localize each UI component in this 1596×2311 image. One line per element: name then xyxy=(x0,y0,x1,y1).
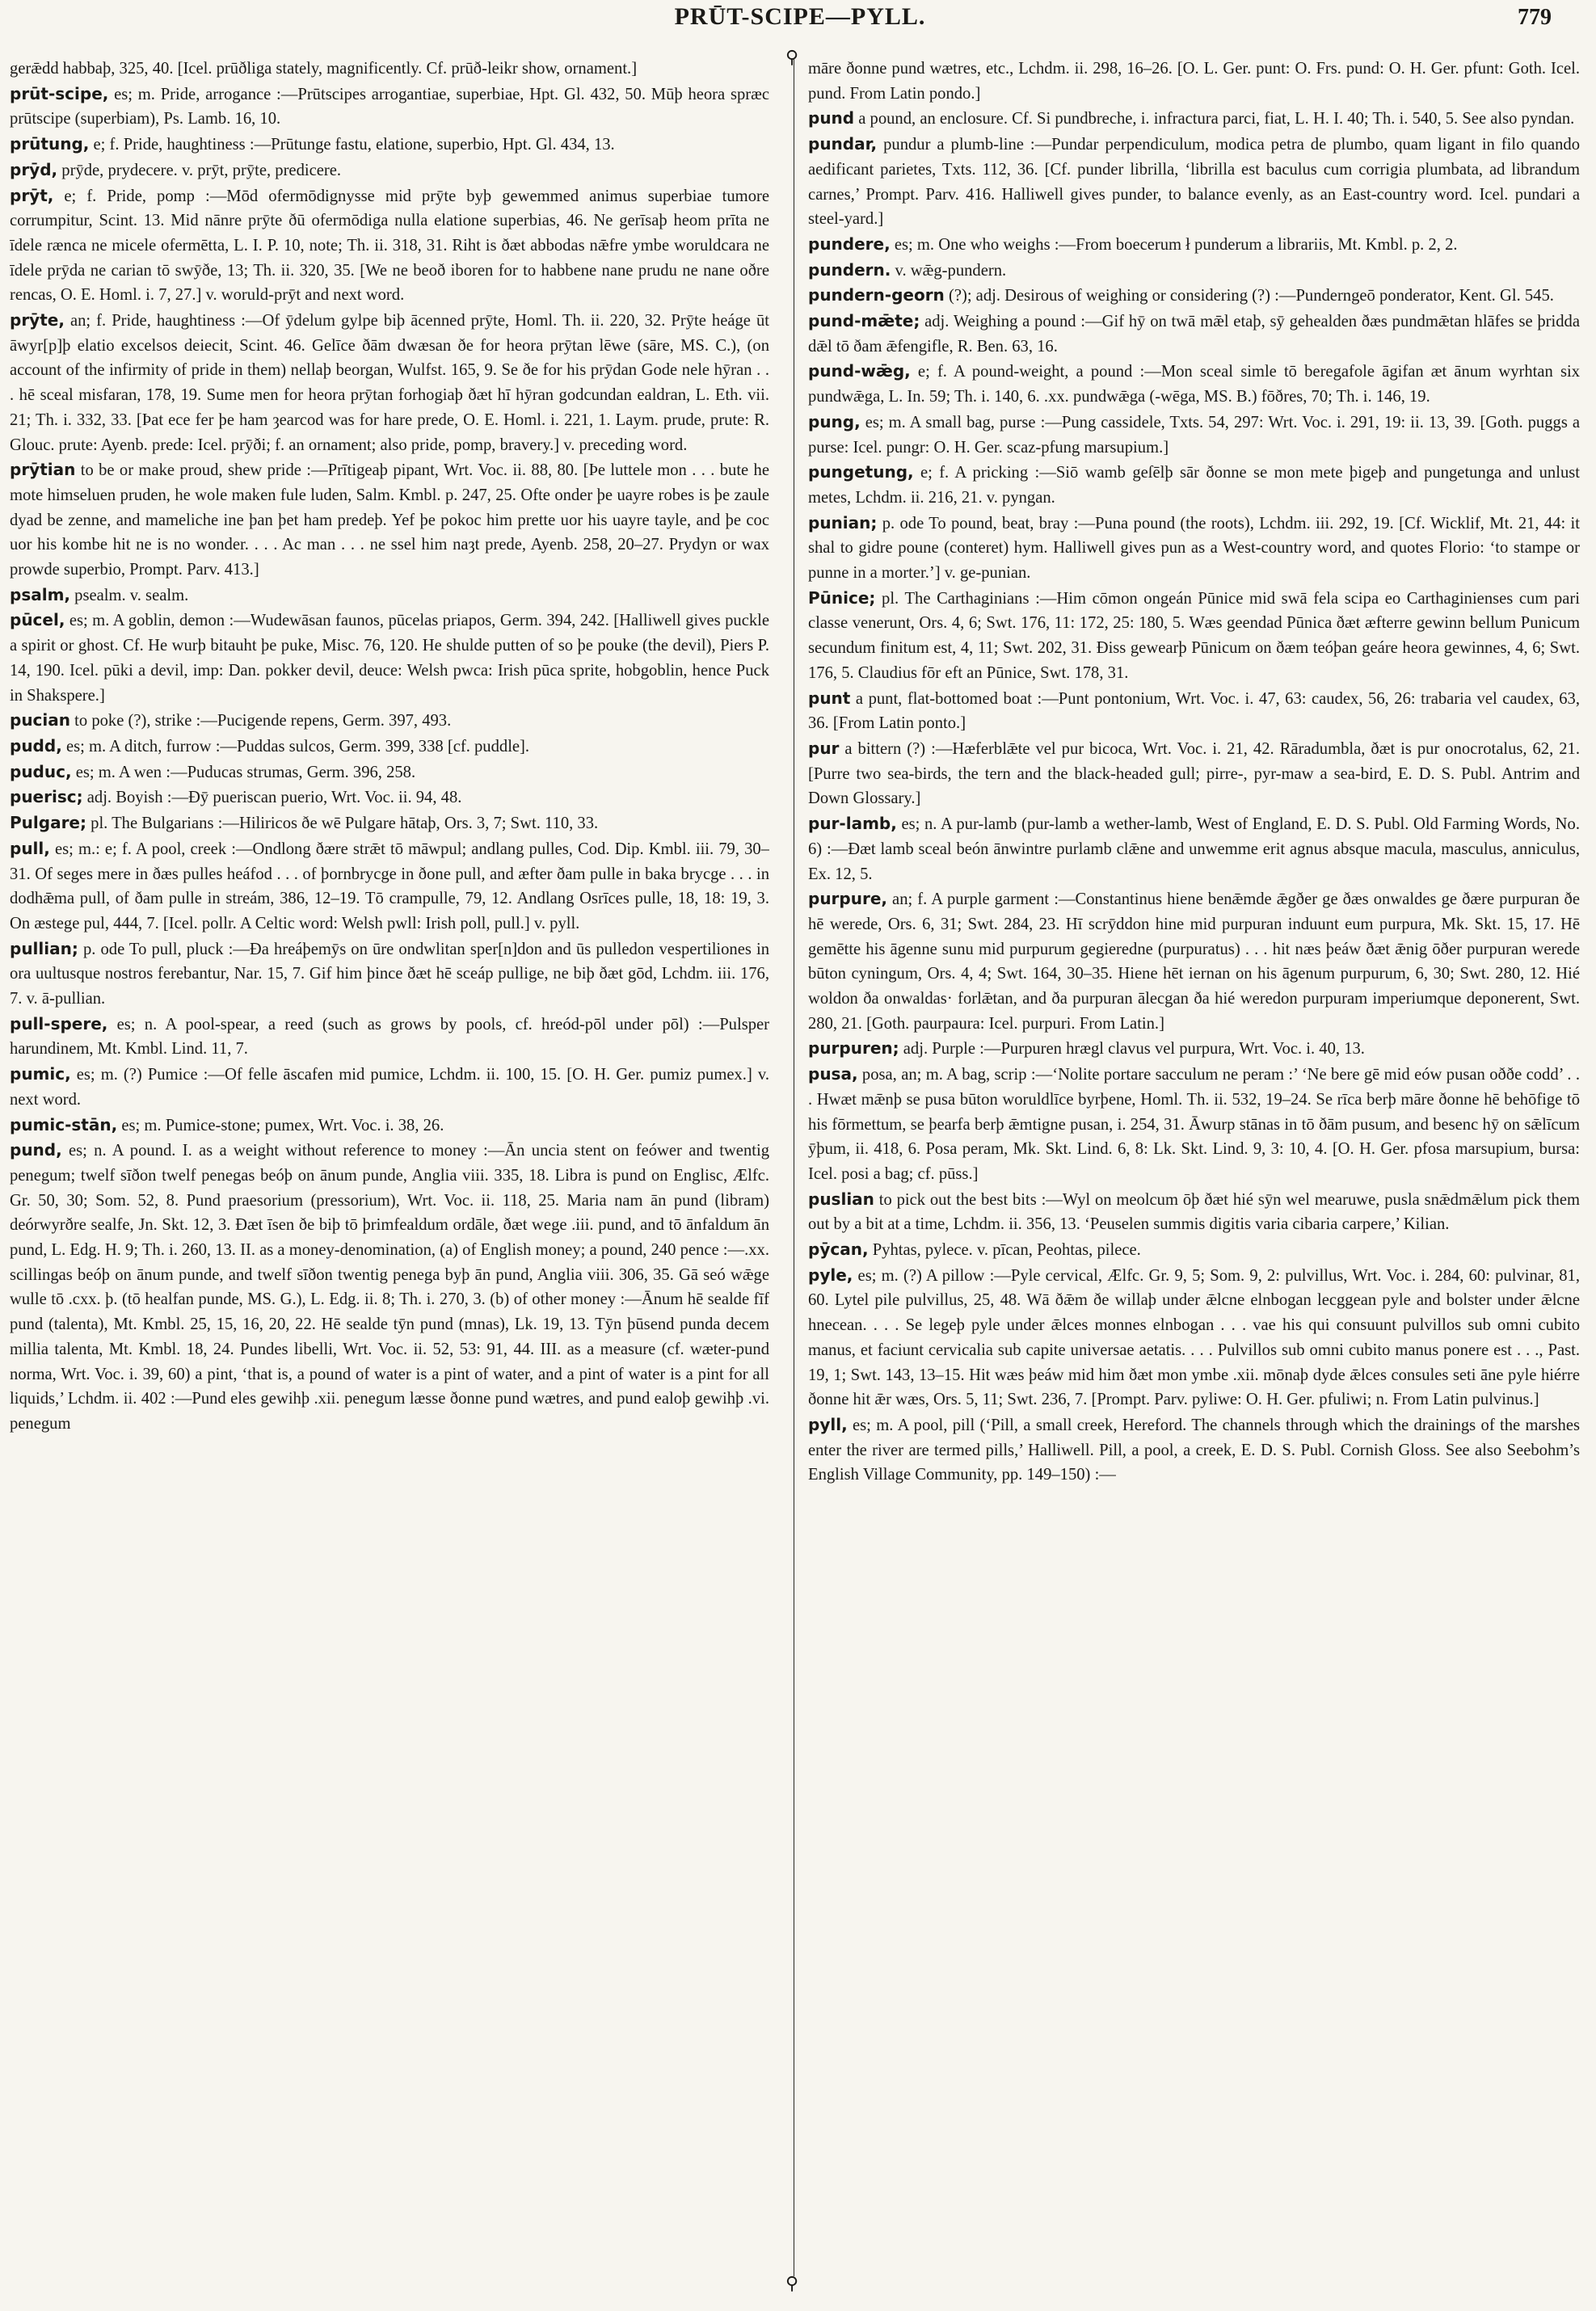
entry-headword: pungetung, xyxy=(808,462,914,482)
dictionary-entry xyxy=(808,511,1580,586)
entry-headword: prȳd, xyxy=(10,159,58,179)
entry-definition: pl. The Bulgarians :—Hiliricos ðe wē Pulgare hātaþ, Ors. 3, 7; Swt. 110, 33. xyxy=(86,815,599,833)
dictionary-entry xyxy=(10,708,769,734)
entry-headword: punt xyxy=(808,688,851,708)
dictionary-entry xyxy=(10,785,769,810)
entry-headword: pundern. xyxy=(808,259,891,280)
entry-definition: prȳde, prydecere. v. prȳt, prȳte, predicere. xyxy=(57,161,342,179)
entry-headword: purpuren; xyxy=(808,1038,899,1059)
entry-headword: puerisc; xyxy=(10,787,83,807)
dictionary-entry xyxy=(808,1237,1580,1263)
entry-definition: es; m. A ditch, furrow :—Puddas sulcos, Germ. 399, 338 [cf. puddle]. xyxy=(61,737,530,756)
page-number: 779 xyxy=(1518,5,1552,30)
dictionary-entry xyxy=(10,608,769,708)
dictionary-entry xyxy=(10,308,769,457)
dictionary-entry xyxy=(10,1062,769,1112)
entry-definition: pundur a plumb-line :—Pundar perpendiculum, modica petra de plumbo, quam ligant in filo quando aedificant parietes, Txts. 112, 36. [Cf. punder librilla, ‘librilla est baculus cum corrigia plumbata, ad librandum carnes,’ Prompt. Parv. 416. Halliwell gives punder, to balance evenly, as an East-country word. Icel. pundari a steel-yard.] xyxy=(808,136,1580,229)
entry-definition: es; m. (?) Pumice :—Of felle āscafen mid pumice, Lchdm. ii. 100, 15. [O. H. Ger. pumiz pumex.] v. next word. xyxy=(10,1066,769,1109)
entry-definition: e; f. A pricking :—Siō wamb geſēlþ sār ðonne se mon mete þigeþ and pungetunga and unlust metes, Lchdm. ii. 216, 21. v. pyngan. xyxy=(808,464,1580,507)
dictionary-entry xyxy=(808,359,1580,409)
entry-headword: pund-wǣg, xyxy=(808,361,911,381)
entry-headword: pund xyxy=(808,108,855,128)
entry-definition: es; m. One who weighs :—From boecerum ł punderum a librariis, Mt. Kmbl. p. 2, 2. xyxy=(890,235,1458,254)
entry-headword: pūcel, xyxy=(10,610,65,630)
entry-definition: es; m. A small bag, purse :—Pung cassidele, Txts. 54, 297: Wrt. Voc. i. 291, 19: ii. 13, 39. [Goth. puggs a purse: Icel. pungr: O. H. Ger. scaz-pfung marsupium.] xyxy=(808,413,1580,457)
entry-headword: pull-spere, xyxy=(10,1013,108,1033)
dictionary-entry xyxy=(10,132,769,158)
entry-headword: prȳt, xyxy=(10,185,54,205)
dictionary-entry xyxy=(808,686,1580,736)
entry-headword: pullian; xyxy=(10,938,78,958)
entry-headword: purpure, xyxy=(808,889,887,909)
dictionary-entry xyxy=(10,82,769,132)
entry-headword: prūtung, xyxy=(10,134,90,154)
dictionary-entry xyxy=(10,583,769,608)
dictionary-entry xyxy=(10,457,769,583)
entry-headword: prȳte, xyxy=(10,310,65,330)
entry-definition: adj. Boyish :—Ðȳ pueriscan puerio, Wrt. Voc. ii. 94, 48. xyxy=(82,789,462,807)
entry-headword: psalm, xyxy=(10,584,71,604)
entry-headword: Pulgare; xyxy=(10,813,86,833)
entry-headword: pyll, xyxy=(808,1414,848,1434)
entry-definition: e; f. Pride, haughtiness :—Prūtunge fastu, elatione, superbio, Hpt. Gl. 434, 13. xyxy=(89,136,615,154)
entry-headword: pundar, xyxy=(808,134,878,154)
entry-definition: es; n. A pound. I. as a weight without reference to money :—Ān uncia stent on feówer and twentig penegum; twelf sīðon twelf penegas beóþ on ānum punde, Anglia viii. 335, 18. Libra is pund on Englisc, Ælfc. Gr. 50, 30; Som. 52, 8. Pund praesorium (pressorium), Wrt. Voc. ii. 118, 25. Maria nam ān pund (libram) deórwyrðre sealfe, Jn. Skt. 12, 3. Ðæt īsen ðe biþ tō þrimfealdum ordāle, ðæt wege .iii. pund, and tō ānfaldum ān pund, L. Edg. H. 9; Th. i. 260, 13. II. as a money-denomination, (a) of English money; a pound, 240 pence :—.xx. scillingas beóþ on ānum punde, and twelf sīðon twentig penega byþ ān pund, Anglia viii. 306, 35. Gā seó wǣge wulle tō .cxx. þ. (tō healfan punde, MS. G.), L. Edg. ii. 8; Th. i. 270, 3. (b) of other money :—Ānum hē sealde fīf pund (talenta), Mt. Kmbl. 25, 15, 16, 20, 22. Hē sealde tȳn pund (mnas), Lk. 19, 13. Tȳn þūsend punda decem millia talenta, Mt. Kmbl. 18, 24. Pundes libelli, Wrt. Voc. ii. 52, 53: 91, 44. III. as a measure (cf. wæter-pund norma, Wrt. Voc. i. 39, 60) a pint, ‘that is, a pound of water is a pint of water, and a pint of water is a pint for all liquids,’ Lchdm. ii. 402 :—Pund eles gewihþ .xii. penegum læsse ðonne pund wætres, and pund ealoþ gewihþ .vi. penegum xyxy=(10,1142,769,1433)
entry-headword: Pūnice; xyxy=(808,587,876,608)
entry-headword: pucian xyxy=(10,710,70,730)
entry-headword: pur xyxy=(808,738,840,758)
entry-definition: a punt, flat-bottomed boat :—Punt pontonium, Wrt. Voc. i. 47, 63: caudex, 56, 26: trabaria vel caudex, 63, 36. [From Latin ponto.] xyxy=(808,689,1580,733)
entry-definition: es; n. A pur-lamb (pur-lamb a wether-lamb, West of England, E. D. S. Publ. Old Farming Words, No. 6) :—Ðæt lamb sceal beón ānwintre purlamb clǣne and unwemme erit agnus absque macula, masculus, anniculus, Ex. 12, 5. xyxy=(808,815,1580,883)
entry-definition: a bittern (?) :—Hæferblǣte vel pur bicoca, Wrt. Voc. i. 21, 42. Rāradumbla, ðæt is pur onocrotalus, 62, 21. [Purre two sea-birds, the tern and the black-headed gull; pirre-, pyr-maw a sea-bird, E. D. S. Publ. Antrim and Down Glossary.] xyxy=(808,739,1580,808)
entry-headword: pundern-georn xyxy=(808,285,945,305)
entry-headword: pundere, xyxy=(808,234,891,254)
dictionary-entry xyxy=(808,309,1580,359)
entry-definition: an; f. Pride, haughtiness :—Of ȳdelum gylpe biþ ācenned prȳte, Homl. Th. ii. 220, 32. Prȳte heáge ūt āwyr[p]þ elatio excelsos deiecit, Scint. 46. Gelīce ðām dwæsan ðe for heora prȳtan lēwe (sāre, MS. C.), (on account of the infirmity of pride in them) nellaþ beorgan, Wulfst. 165, 9. Se ðe for his prȳdan Gode nele hȳran . . . hē sceal misfaran, 178, 19. Sume men for heora prȳtan forhogiaþ ðæt hī hȳran godcundan ealdran, L. Eth. vii. 21; Th. i. 332, 33. [Þat ece fer þe ham ȝearcod was for hare prede, O. E. Homl. i. 221, 1. Laym. prude, prute: R. Glouc. prute: Ayenb. prede: Icel. prȳði; f. an ornament; also pride, pomp, bravery.] v. preceding word. xyxy=(10,312,769,454)
entry-headword: pusa, xyxy=(808,1064,858,1084)
dictionary-entry xyxy=(10,937,769,1012)
entry-definition: to poke (?), strike :—Pucigende repens, Germ. 397, 493. xyxy=(70,712,452,730)
entry-definition: es; m. A wen :—Puducas strumas, Germ. 396, 258. xyxy=(71,763,416,781)
entry-headword: punian; xyxy=(808,512,878,532)
dictionary-entry xyxy=(808,283,1580,309)
entry-headword: pull, xyxy=(10,838,50,858)
running-head: PRŪT-SCIPE—PYLL. xyxy=(674,3,926,30)
entry-definition: e; f. A pound-weight, a pound :—Mon sceal simle tō beregafole āgifan æt ānum wyrhtan six pundwǣga, L. In. 59; Th. i. 140, 6. .xx. pundwǣga (-wēga, MS. B.) fōðres, 70; Th. i. 146, 19. xyxy=(808,363,1580,406)
entry-headword: pur-lamb, xyxy=(808,814,897,834)
dictionary-entry xyxy=(10,734,769,760)
entry-definition: p. ode To pull, pluck :—Ða hreáþemȳs on ūre ondwlitan sper[n]don and ūs pulledon vespertiliones in ora uultusque nostros ferebantur, Nar. 15, 7. Gif him þince ðæt hē sceáp pullige, ne biþ ðæt gōd, Lchdm. iii. 176, 7. v. ā-pullian. xyxy=(10,940,769,1008)
entry-headword: puduc, xyxy=(10,761,72,781)
entry-definition: psealm. v. sealm. xyxy=(70,586,189,604)
dictionary-entry xyxy=(808,811,1580,886)
dictionary-entry xyxy=(10,1012,769,1062)
page-header xyxy=(48,3,1552,36)
entry-definition: es; n. A pool-spear, a reed (such as grows by pools, cf. hreód-pōl under pōl) :—Pulsper harundinem, Mt. Kmbl. Lind. 11, 7. xyxy=(10,1015,769,1059)
dictionary-entry xyxy=(808,232,1580,258)
dictionary-entry xyxy=(808,57,1580,106)
entry-headword: pund-mǣte; xyxy=(808,311,920,331)
dictionary-entry xyxy=(808,1036,1580,1062)
entry-definition: v. wǣg-pundern. xyxy=(891,261,1007,280)
entry-headword: pumic-stān, xyxy=(10,1114,118,1134)
dictionary-entry xyxy=(808,1412,1580,1488)
entry-headword: pudd, xyxy=(10,735,62,756)
divider-ornament-top: ⚲ xyxy=(785,47,799,67)
entry-headword: pund, xyxy=(10,1140,62,1160)
entry-definition: posa, an; m. A bag, scrip :—‘Nolite portare sacculum ne peram :’ ‘Ne bere gē mid eów pusan oððe codd’ . . . Hwæt mǣnþ se pusa būton woruldlīce byrþene, Homl. Th. ii. 532, 19–24. Se rīca berþ māre ðonne hē behōfige tō his fōrmettum, se þearfa berþ ǣmtigne pusan, i. 254, 31. Āwurp stānas in tō ðām pusum, and besenc hȳ on sǣlīcum ȳþum, ii. 418, 6. Posa peram, Mk. Skt. Lind. 6, 8: Lk. Skt. Lind. 9, 3: 10, 4. [O. H. Ger. pfosa marsupium, bursa: Icel. posi a bag; cf. pūss.] xyxy=(808,1066,1580,1183)
entry-definition: gerǣdd habbaþ, 325, 40. [Icel. prūðliga stately, magnificently. Cf. prūð-leikr show, ornament.] xyxy=(10,60,638,78)
entry-headword: prūt-scipe, xyxy=(10,83,109,103)
entry-definition: adj. Weighing a pound :—Gif hȳ on twā mǣl etaþ, sȳ gehealden ðæs pundmǣtan hlāfes se þridda dǣl tō ðam ǣfengifle, R. Ben. 63, 16. xyxy=(808,313,1580,356)
dictionary-entry xyxy=(808,1187,1580,1237)
dictionary-entry xyxy=(10,836,769,937)
dictionary-entry xyxy=(10,1113,769,1139)
entry-headword: puslian xyxy=(808,1189,874,1209)
entry-definition: (?); adj. Desirous of weighing or considering (?) :—Punderngeō ponderator, Kent. Gl. 545. xyxy=(944,287,1554,305)
entry-definition: a pound, an enclosure. Cf. Si pundbreche, i. infractura parci, fiat, L. H. I. 40; Th. i. 540, 5. See also pyndan. xyxy=(854,110,1575,128)
entry-headword: pȳcan, xyxy=(808,1240,869,1260)
entry-definition: es; m. A pool, pill (‘Pill, a small creek, Hereford. The channels through which the drainings of the marshes enter the river are termed pills,’ Halliwell. Pill, a pool, a creek, E. D. S. Publ. Cornish Gloss. See also Seebohm’s English Village Community, pp. 149–150) :— xyxy=(808,1416,1580,1484)
entry-definition: an; f. A purple garment :—Constantinus hiene benǣmde ǣgðer ge ðæs onwaldes ge ðære purpuran ðe hē werede, Ors. 6, 31; Swt. 284, 23. Hī scrȳddon hine mid purpuran induunt eum purpura, Mk. Skt. 15, 17. Hē gemētte his āgenne sunu mid purpurum gegieredne (purpuratus) . . . hit næs þeáw ðæt ǣnig ōðer purpuran werede būton cyningum, Ors. 4, 4; Swt. 164, 30–35. Hiene hēt iernan on his āgenum purpurum, 6, 30; Swt. 280, 12. Hié woldon ða onwaldas· forlǣtan, and ða purpuran ālecgan ða hié weredon purpuram imperiumque deponerent, Swt. 280, 21. [Goth. paurpaura: Icel. purpuri. From Latin.] xyxy=(808,890,1580,1033)
entry-headword: pyle, xyxy=(808,1265,853,1285)
left-column xyxy=(10,57,769,2295)
dictionary-entry xyxy=(808,410,1580,460)
dictionary-entry xyxy=(808,886,1580,1036)
entry-definition: e; f. Pride, pomp :—Mōd ofermōdignysse mid prȳte byþ gewemmed animus superbiae tumore corrumpitur, Scint. 13. Mid nānre prȳte ðū ofermōdiga nulla elatione superbias, 46. Ne gerīsaþ heom prīta ne īdele ræncа ne micele ofermētta, L. I. P. 10, note; Th. ii. 318, 31. Riht is ðæt abbodas nǣfre ymbe woruldcara ne īdele prȳda ne carian tō swȳðe, 13; Th. ii. 320, 35. [We ne beoð iboren for to habbene nane prudu ne nane oðre rencas, O. E. Homl. i. 7, 27.] v. woruld-prȳt and next word. xyxy=(10,187,769,305)
divider-ornament-bottom: ⚲ xyxy=(785,2273,799,2293)
dictionary-entry xyxy=(808,106,1580,132)
entry-definition: to pick out the best bits :—Wyl on meolcum ōþ ðæt hié sȳn wel mearuwe, pusla snǣdmǣlum pick them out by a bit at a time, Lchdm. ii. 356, 13. ‘Peuselen summis digitis varia cibaria carpere,’ Kilian. xyxy=(808,1190,1580,1234)
entry-definition: es; m. Pumice-stone; pumex, Wrt. Voc. i. 38, 26. xyxy=(117,1116,444,1134)
entry-headword: pumic, xyxy=(10,1064,71,1084)
entry-definition: es; m.: e; f. A pool, creek :—Ondlong ðære strǣt tō māwpul; andlang pulles, Cod. Dip. Kmbl. iii. 79, 30–31. Of seges mere in ðæs pulles heáfod . . . of þornbrycge in ðone pull, and æfter ðam pulle in baka brycge . . . in dodhǣma pull, of ðam pulle in streám, 386, 12–19. Tō crampulle, 79, 12. Andlang Osrīces pulle, 18, 18: 19, 3. On æstege pul, 444, 7. [Icel. pollr. A Celtic word: Welsh pwll: Irish poll, pull.] v. pyll. xyxy=(10,840,769,932)
entry-definition: to be or make proud, shew pride :—Prītigeaþ pipant, Wrt. Voc. ii. 88, 80. [Þe luttele mon . . . bute he mote himseluen pruden, he wole maken fule luden, Salm. Kmbl. p. 247, 25. Ofte onder þe uayre robes is þe zaule dyad be zenne, and mameliche ine þan þet ham predeþ. Yef þe pokoc him prette uor his uayre tayle, and þe coc uor his kombe hit ne is no wonder. . . . Ac man . . . ne ssel him naȝt prede, Ayenb. 258, 20–27. Prydyn or wax prowde superbio, Prompt. Parv. 413.] xyxy=(10,461,769,579)
entry-definition: māre ðonne pund wætres, etc., Lchdm. ii. 298, 16–26. [O. L. Ger. punt: O. Frs. pund: O. H. Ger. pfunt: Goth. Icel. pund. From Latin pondo.] xyxy=(808,60,1580,103)
entry-definition: adj. Purple :—Purpuren hrægl clavus vel purpura, Wrt. Voc. i. 40, 13. xyxy=(899,1040,1365,1059)
dictionary-entry xyxy=(808,258,1580,284)
entry-definition: p. ode To pound, beat, bray :—Puna pound (the roots), Lchdm. iii. 292, 19. [Cf. Wicklif, Mt. 21, 44: it shal to gidre poune (conteret) hym. Halliwell gives pun as a West-country word, and quotes Florio: ‘to stampe or punne in a morter.’] v. ge-punian. xyxy=(808,514,1580,583)
dictionary-entry xyxy=(10,760,769,785)
dictionary-entry xyxy=(10,158,769,183)
dictionary-entry xyxy=(10,183,769,309)
entry-headword: pung, xyxy=(808,411,861,431)
dictionary-entry xyxy=(10,57,769,82)
dictionary-entry xyxy=(808,460,1580,510)
entry-definition: es; m. Pride, arrogance :—Prūtscipes arrogantiae, superbiae, Hpt. Gl. 432, 50. Mūþ heora spræc prūtscipe (superbiam), Ps. Lamb. 16, 10. xyxy=(10,85,769,128)
dictionary-entry xyxy=(808,1062,1580,1187)
entry-definition: pl. The Carthaginians :—Him cōmon ongeán Pūnice mid swā fela scipa eo Carthaginienses cum pari classe venerunt, Ors. 4, 6; Swt. 176, 11: 172, 25: 180, 5. Wæs geendad Pūnica ðæt æfterre gewinn bellum Punicum secundum finitum est, 4, 11; Swt. 202, 31. Ðiss gewearþ Pūnicum on ðæm teóþan geáre heora gewinnes, 4, 6; Swt. 176, 5. Claudius fōr eft an Pūnice, Swt. 178, 31. xyxy=(808,589,1580,682)
dictionary-entry xyxy=(808,736,1580,811)
dictionary-entry xyxy=(808,1263,1580,1412)
entry-headword: prȳtian xyxy=(10,460,76,480)
dictionary-entry xyxy=(10,810,769,836)
dictionary-entry xyxy=(808,132,1580,232)
dictionary-entry xyxy=(10,1138,769,1436)
entry-definition: es; m. (?) A pillow :—Pyle cervical, Ælfc. Gr. 9, 5; Som. 9, 2: pulvillus, Wrt. Voc. i. 284, 60: pulvinar, 81, 60. Lytel pile pulvillus, 25, 48. Wā ðǣm ðe willaþ under ǣlcne elnbogan lecggean pyle and bolster under ǣlcne hnecean. . . . Se legeþ pyle under ǣlces monnes elnbogan . . . vae his qui consuunt pulvillos sub omni cubito manus, et faciunt cervicalia sub capite universae aetatis. . . . Pulvillos sub omni cubito manus ponere est . . ., Past. 19, 1; Swt. 143, 13–15. Hit wæs þeáw mid him ðæt mon ymbe .xii. mōnaþ dyde ǣlces consules seti āne pyle hiérre ðonne hit ǣr wæs, Ors. 5, 11; Swt. 236, 7. [Prompt. Parv. pyliwe: O. H. Ger. pfuliwi; n. From Latin pulvinus.] xyxy=(808,1266,1580,1409)
entry-definition: es; m. A goblin, demon :—Wudewāsan faunos, pūcelas priapos, Germ. 394, 242. [Halliwell gives puckle a spirit or ghost. Cf. He wurþ bitauht þe puke, Misc. 76, 120. He shulde putten of so þe pouke (the devil), Piers P. 14, 190. Icel. pūki a devil, imp: Dan. pokker devil, deuce: Welsh pwca: Irish pūca sprite, hobgoblin, hence Puck in Shakspere.] xyxy=(10,612,769,705)
dictionary-entry xyxy=(808,586,1580,686)
right-column xyxy=(808,57,1580,2295)
entry-definition: Pyhtas, pylece. v. pīcan, Peohtas, pilece. xyxy=(868,1241,1141,1260)
